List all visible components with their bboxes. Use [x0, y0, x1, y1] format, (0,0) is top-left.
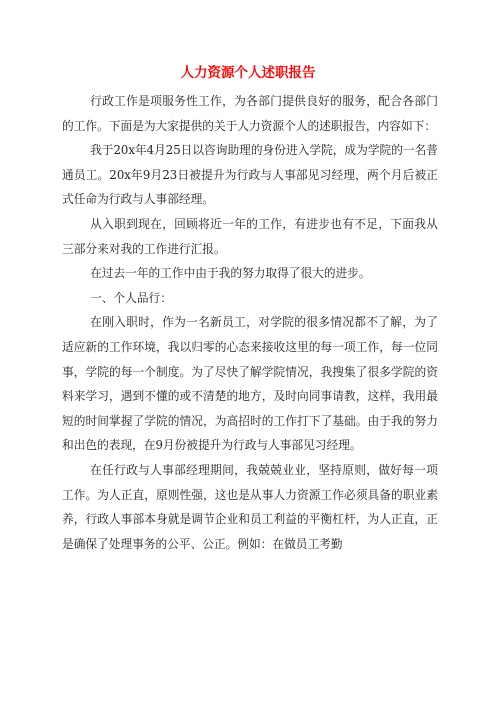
paragraph-review-overview: 从入职到现在，回顾将近一年的工作，有进步也有不足，下面我从三部分来对我的工作进行汇报。 [62, 216, 438, 256]
paragraph-intro: 行政工作是项服务性工作，为各部门提供良好的服务，配合各部门的工作。下面是为大家提供的关于人力资源个人的述职报告，内容如下： [62, 94, 438, 133]
paragraph-progress: 在过去一年的工作中由于我的努力取得了很大的进步。 [90, 266, 371, 281]
paragraph-manager-tenure: 在任行政与人事部经理期间，我兢兢业业，坚持原则，做好每一项工作。为人正直，原则性强，这也是从事人力资源工作必须具备的职业素养，行政人事部本身就是调节企业和员工利益的平衡杠杆，为人正直，正是确保了处理事务的公平、公正。例如：在做员工考勤 [62, 462, 438, 551]
document-body [62, 89, 438, 556]
paragraph-onboarding: 在刚入职时，作为一名新员工，对学院的很多情况都不了解，为了适应新的工作环境，我以归零的心态来接收这里的每一项工作，每一位同事，学院的每一个制度。为了尽快了解学院情况，我搜集了很多学院的资料来学习，遇到不懂的或不清楚的地方，及时向同事请教，这样，我用最短的时间掌握了学院的情况，为高招时的工作打下了基础。由于我的努力和出色的表现，在9月份被提升为行政与人事部见习经理。 [62, 315, 438, 453]
paragraph-career-history: 我于20x年4月25日以咨询助理的身份进入学院，成为学院的一名普通员工。20x年9月23日被提升为行政与人事部见习经理，两个月后被正式任命为行政与人事部经理。 [62, 143, 438, 207]
section-heading-personal-conduct: 一、个人品行： [90, 290, 172, 305]
document-title: 人力资源个人述职报告 [180, 65, 316, 81]
